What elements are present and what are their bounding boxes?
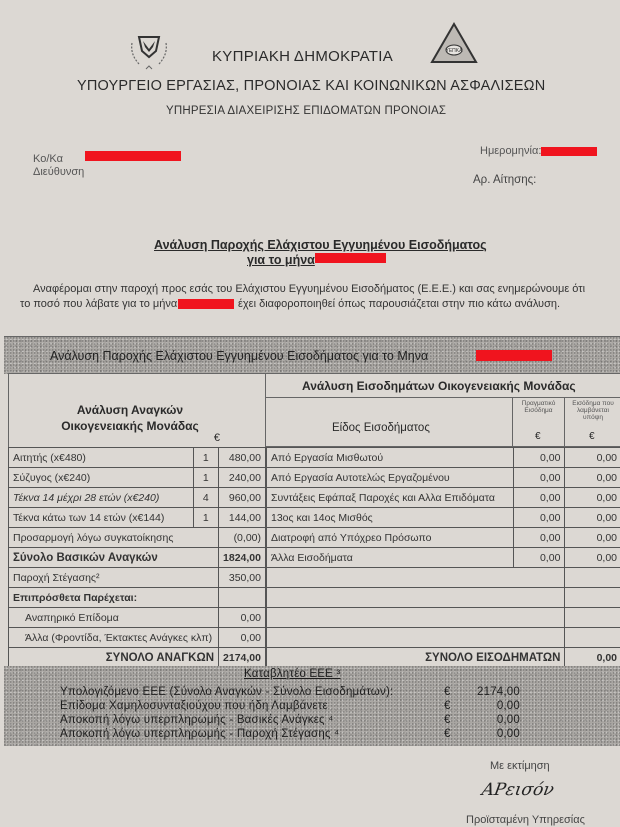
payable-row-label: Επίδομα Χαμηλοσυνταξιούχου που ήδη Λαμβάνετε — [60, 700, 328, 712]
ministry-heading: ΥΠΟΥΡΓΕΙΟ ΕΡΓΑΣΙΑΣ, ΠΡΟΝΟΙΑΣ ΚΑΙ ΚΟΙΝΩΝΙΚΩΝ ΑΣΦΑΛΙΣΕΩΝ — [77, 78, 546, 94]
payable-row-amount: 0,00 — [496, 714, 520, 726]
payable-row-currency: € — [444, 686, 451, 698]
need-count: 1 — [193, 468, 218, 488]
payable-row-amount: 2174,00 — [477, 686, 520, 698]
disability-row — [9, 608, 266, 628]
income-actual: 0,00 — [513, 528, 565, 548]
needs-header-cell — [8, 373, 266, 448]
income-label: Άλλα Εισοδήματα — [267, 548, 514, 568]
income-type-header-cell — [266, 397, 513, 447]
date-label: Ημερομηνία: — [480, 145, 542, 157]
need-label: Σύζυγος (x€240) — [9, 468, 194, 488]
intro-line-2a: το ποσό που λάβατε για το μήνα — [20, 298, 178, 310]
actual-income-currency: € — [535, 431, 541, 442]
income-considered: 0,00 — [565, 488, 620, 508]
income-row — [267, 548, 620, 568]
housing-label: Παροχή Στέγασης² — [9, 568, 219, 588]
need-label: Τέκνα κάτω των 14 ετών (x€144) — [9, 508, 194, 528]
intro-line-2b: έχει διαφοροποιηθεί όπως παρουσιάζεται στην πιο κάτω ανάλυση. — [238, 298, 561, 310]
ministry-logo-icon — [430, 22, 478, 64]
signer-title: Προϊσταμένη Υπηρεσίας — [466, 814, 585, 826]
basic-total-label: Σύνολο Βασικών Αναγκών — [9, 548, 219, 568]
basic-total-row — [9, 548, 266, 568]
address-label: Διεύθυνση — [33, 166, 85, 178]
table-title-band — [4, 336, 620, 374]
income-label: Συντάξεις Εφάπαξ Παροχές και Αλλα Επιδόματα — [267, 488, 514, 508]
need-count: 4 — [193, 488, 218, 508]
income-label: 13ος και 14ος Μισθός — [267, 508, 514, 528]
cohabitation-row — [9, 528, 266, 548]
disability-label: Αναπηρικό Επίδομα — [9, 608, 219, 628]
basic-total-amount: 1824,00 — [219, 548, 266, 568]
redacted-name — [85, 151, 181, 161]
recipient-name-label: Κο/Κα — [33, 153, 63, 165]
needs-total-amount: 2174,00 — [219, 648, 266, 668]
housing-amount: 350,00 — [219, 568, 266, 588]
income-label: Από Εργασία Μισθωτού — [267, 448, 514, 468]
housing-row — [9, 568, 266, 588]
additional-label: Επιπρόσθετα Παρέχεται: — [9, 588, 219, 608]
need-amount: 480,00 — [219, 448, 266, 468]
payable-row-label: Αποκοπή λόγω υπερπληρωμής - Παροχή Στέγασης ⁴ — [60, 728, 340, 740]
republic-heading: ΚΥΠΡΙΑΚΗ ΔΗΜΟΚΡΑΤΙΑ — [212, 48, 394, 65]
need-amount: 240,00 — [219, 468, 266, 488]
need-amount: 144,00 — [219, 508, 266, 528]
income-actual: 0,00 — [513, 448, 565, 468]
income-considered: 0,00 — [565, 468, 620, 488]
svg-text:ΥΕΠΚΑ: ΥΕΠΚΑ — [445, 48, 463, 54]
income-considered: 0,00 — [565, 508, 620, 528]
income-row — [267, 488, 620, 508]
income-table — [266, 447, 620, 668]
need-amount: 960,00 — [219, 488, 266, 508]
income-header: Ανάλυση Εισοδημάτων Οικογενειακής Μονάδας — [302, 379, 576, 393]
need-row — [9, 448, 266, 468]
actual-income-header: Πραγματικό Εισόδημα — [521, 400, 556, 414]
need-row — [9, 508, 266, 528]
needs-table — [8, 447, 266, 668]
considered-income-header-cell — [565, 397, 620, 447]
other-row — [9, 628, 266, 648]
income-considered: 0,00 — [565, 448, 620, 468]
cohabitation-amount: (0,00) — [219, 528, 266, 548]
needs-header: Ανάλυση Αναγκών Οικογενειακής Μονάδας — [61, 403, 199, 433]
payable-row-amount: 0,00 — [496, 728, 520, 740]
coat-of-arms-icon — [126, 33, 172, 73]
table-title: Ανάλυση Παροχής Ελάχιστου Εγγυημένου Εισοδήματος για το Μηνα — [50, 349, 429, 363]
income-considered: 0,00 — [565, 548, 620, 568]
service-heading: ΥΠΗΡΕΣΙΑ ΔΙΑΧΕΙΡΙΣΗΣ ΕΠΙΔΟΜΑΤΩΝ ΠΡΟΝΟΙΑΣ — [166, 105, 447, 117]
signature: ΑΡεισόν — [480, 780, 556, 800]
redacted-month-2 — [178, 299, 234, 309]
intro-line-1: Αναφέρομαι στην παροχή προς εσάς του Ελάχιστου Εγγυημένου Εισοδήματος (Ε.Ε.Ε.) και σας ενημερώνουμε ότι — [33, 283, 586, 295]
income-total-amount: 0,00 — [565, 648, 620, 668]
needs-total-label: ΣΥΝΟΛΟ ΑΝΑΓΚΩΝ — [9, 648, 219, 668]
other-label: Άλλα (Φροντίδα, Έκτακτες Ανάγκες κλπ) — [9, 628, 219, 648]
redacted-table-month — [476, 350, 552, 361]
needs-total-row — [9, 648, 266, 668]
payable-row-amount: 0,00 — [496, 700, 520, 712]
income-row — [267, 468, 620, 488]
income-actual: 0,00 — [513, 468, 565, 488]
income-actual: 0,00 — [513, 488, 565, 508]
payable-row-label: Υπολογιζόμενο ΕΕΕ (Σύνολο Αναγκών - Σύνολο Εισοδημάτων): — [60, 686, 394, 698]
disability-amount: 0,00 — [219, 608, 266, 628]
subject-title: Ανάλυση Παροχής Ελάχιστου Εγγυημένου Εισοδήματος — [154, 238, 487, 252]
needs-currency: € — [213, 432, 220, 444]
redacted-date — [541, 147, 597, 156]
closing-text: Με εκτίμηση — [490, 760, 550, 772]
income-label: Διατροφή από Υπόχρεο Πρόσωπο — [267, 528, 514, 548]
income-actual: 0,00 — [513, 508, 565, 528]
income-row — [267, 448, 620, 468]
payable-row-label: Αποκοπή λόγω υπερπληρωμής - Βασικές Ανάγκες ⁴ — [60, 714, 334, 726]
income-row — [267, 528, 620, 548]
income-header-cell — [266, 373, 620, 398]
redacted-month — [315, 253, 386, 263]
income-actual: 0,00 — [513, 548, 565, 568]
subject-month-label: για το μήνα — [247, 253, 315, 267]
need-label: Τέκνα 14 μέχρι 28 ετών (x€240) — [9, 488, 194, 508]
application-number-label: Αρ. Αίτησης: — [473, 174, 537, 186]
income-total-row — [267, 648, 620, 668]
payable-row-currency: € — [444, 728, 451, 740]
need-label: Αιτητής (x€480) — [9, 448, 194, 468]
need-count: 1 — [193, 448, 218, 468]
need-row — [9, 488, 266, 508]
considered-income-currency: € — [589, 431, 595, 442]
additional-row — [9, 588, 266, 608]
payable-row-currency: € — [444, 714, 451, 726]
need-row — [9, 468, 266, 488]
income-type-header: Είδος Εισοδήματος — [332, 422, 430, 434]
need-count: 1 — [193, 508, 218, 528]
actual-income-header-cell — [513, 397, 565, 447]
other-amount: 0,00 — [219, 628, 266, 648]
income-row — [267, 508, 620, 528]
income-total-label: ΣΥΝΟΛΟ ΕΙΣΟΔΗΜΑΤΩΝ — [267, 648, 565, 668]
payable-title: Καταβλητέο ΕΕΕ ³ — [244, 668, 341, 680]
income-considered: 0,00 — [565, 528, 620, 548]
payable-section — [4, 666, 620, 746]
considered-income-header: Εισόδημα που λαμβάνεται υπόψη — [572, 400, 614, 421]
payable-row-currency: € — [444, 700, 451, 712]
income-label: Από Εργασία Αυτοτελώς Εργαζομένου — [267, 468, 514, 488]
cohabitation-label: Προσαρμογή λόγω συγκατοίκησης — [9, 528, 219, 548]
